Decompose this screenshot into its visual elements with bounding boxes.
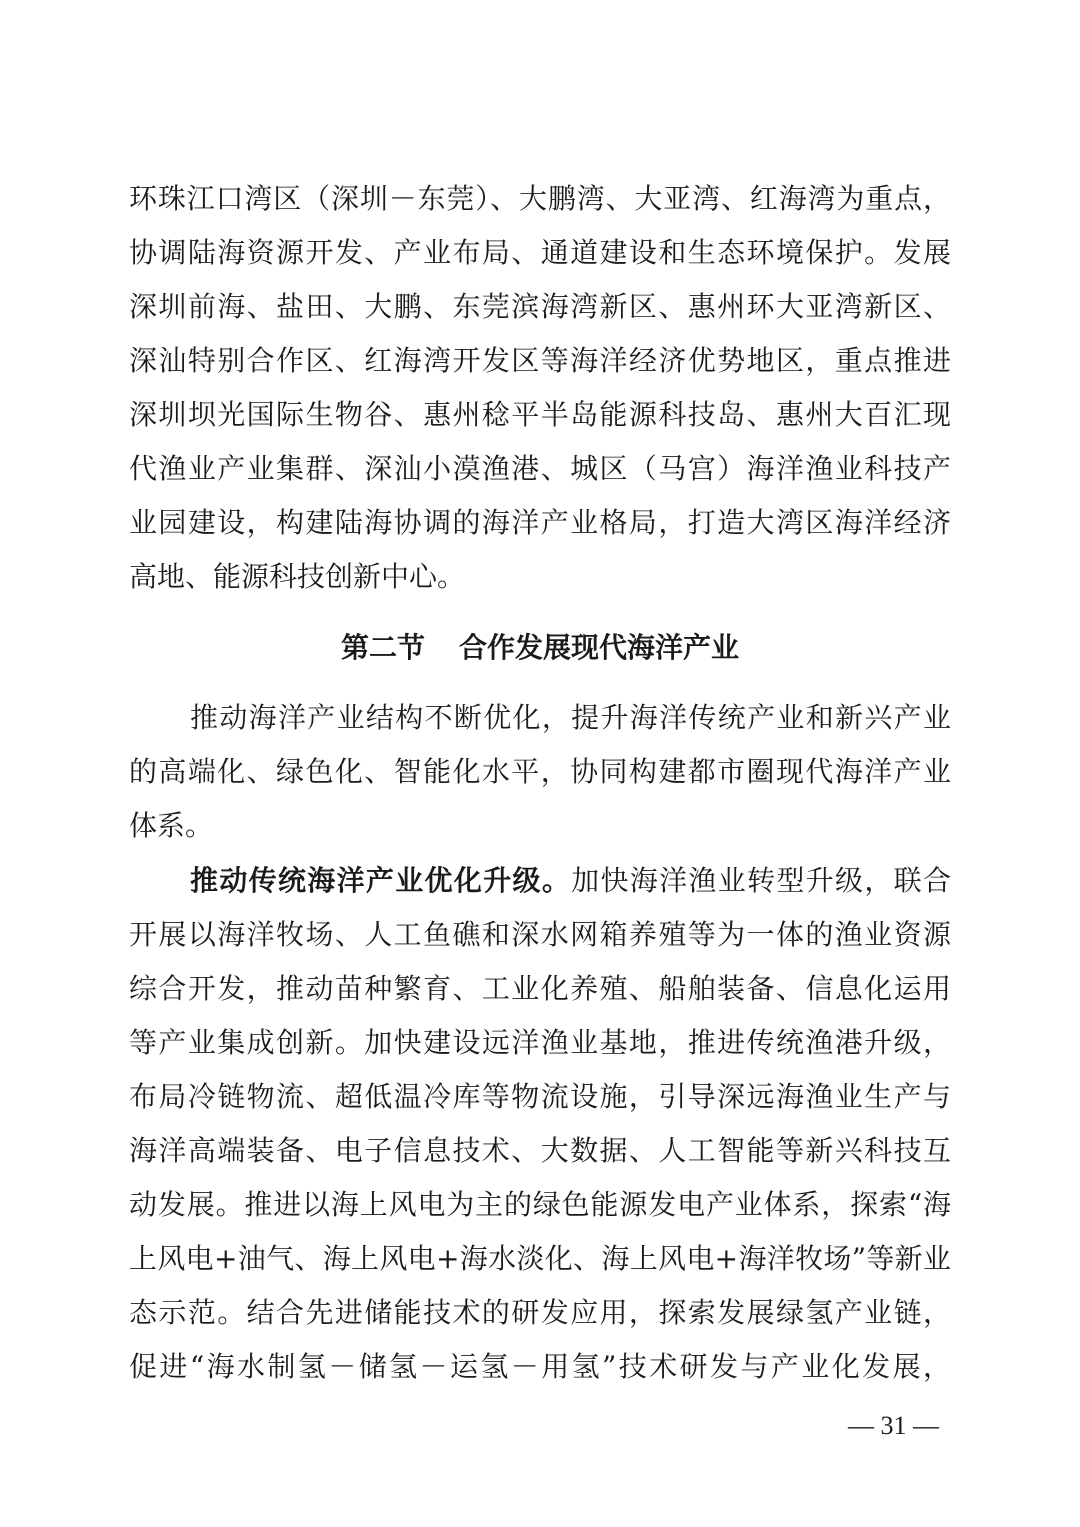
text-line: 海洋高端装备、电子信息技术、大数据、人工智能等新兴科技互 [129,1134,951,1167]
text-line: 态示范。结合先进储能技术的研发应用，探索发展绿氢产业链， [129,1296,951,1329]
section-title: 合作发展现代海洋产业 [459,631,740,664]
text-line: 深汕特别合作区、红海湾开发区等海洋经济优势地区，重点推进 [129,344,951,377]
text-line: 深圳坝光国际生物谷、惠州稔平半岛能源科技岛、惠州大百汇现 [129,398,951,431]
text-line: 开展以海洋牧场、人工鱼礁和深水网箱养殖等为一体的渔业资源 [129,918,951,951]
text-line: 代渔业产业集群、深汕小漠渔港、城区（马宫）海洋渔业科技产 [129,452,951,485]
paragraph-text: 加快海洋渔业转型升级，联合 [571,864,951,897]
text-line: 高地、能源科技创新中心。 [129,560,466,593]
text-line: 等产业集成创新。加快建设远洋渔业基地，推进传统渔港升级， [129,1026,951,1059]
text-line: 的高端化、绿色化、智能化水平，协同构建都市圈现代海洋产业 [129,755,951,788]
text-line: 环珠江口湾区（深圳－东莞）、大鹏湾、大亚湾、红海湾为重点， [129,182,951,215]
text-line [190,864,951,898]
text-line: 协调陆海资源开发、产业布局、通道建设和生态环境保护。发展 [129,236,951,269]
text-line: 动发展。推进以海上风电为主的绿色能源发电产业体系，探索“海 [129,1188,951,1221]
text-line: 深圳前海、盐田、大鹏、东莞滨海湾新区、惠州环大亚湾新区、 [129,290,951,323]
text-line: 体系。 [129,809,214,842]
text-line: 上风电+油气、海上风电+海水淡化、海上风电+海洋牧场”等新业 [129,1242,951,1275]
section-number: 第二节 [340,631,425,664]
text-line: 推动海洋产业结构不断优化，提升海洋传统产业和新兴产业 [190,701,951,734]
text-line: 促进“海水制氢－储氢－运氢－用氢”技术研发与产业化发展， [129,1350,951,1383]
text-line: 业园建设，构建陆海协调的海洋产业格局，打造大湾区海洋经济 [129,506,951,539]
text-line: 布局冷链物流、超低温冷库等物流设施，引导深远海渔业生产与 [129,1080,951,1113]
section-heading [0,631,1080,665]
page-number: — 31 — [848,1411,939,1440]
text-line: 综合开发，推动苗种繁育、工业化养殖、船舶装备、信息化运用 [129,972,951,1005]
paragraph-lead: 推动传统海洋产业优化升级。 [190,864,572,897]
